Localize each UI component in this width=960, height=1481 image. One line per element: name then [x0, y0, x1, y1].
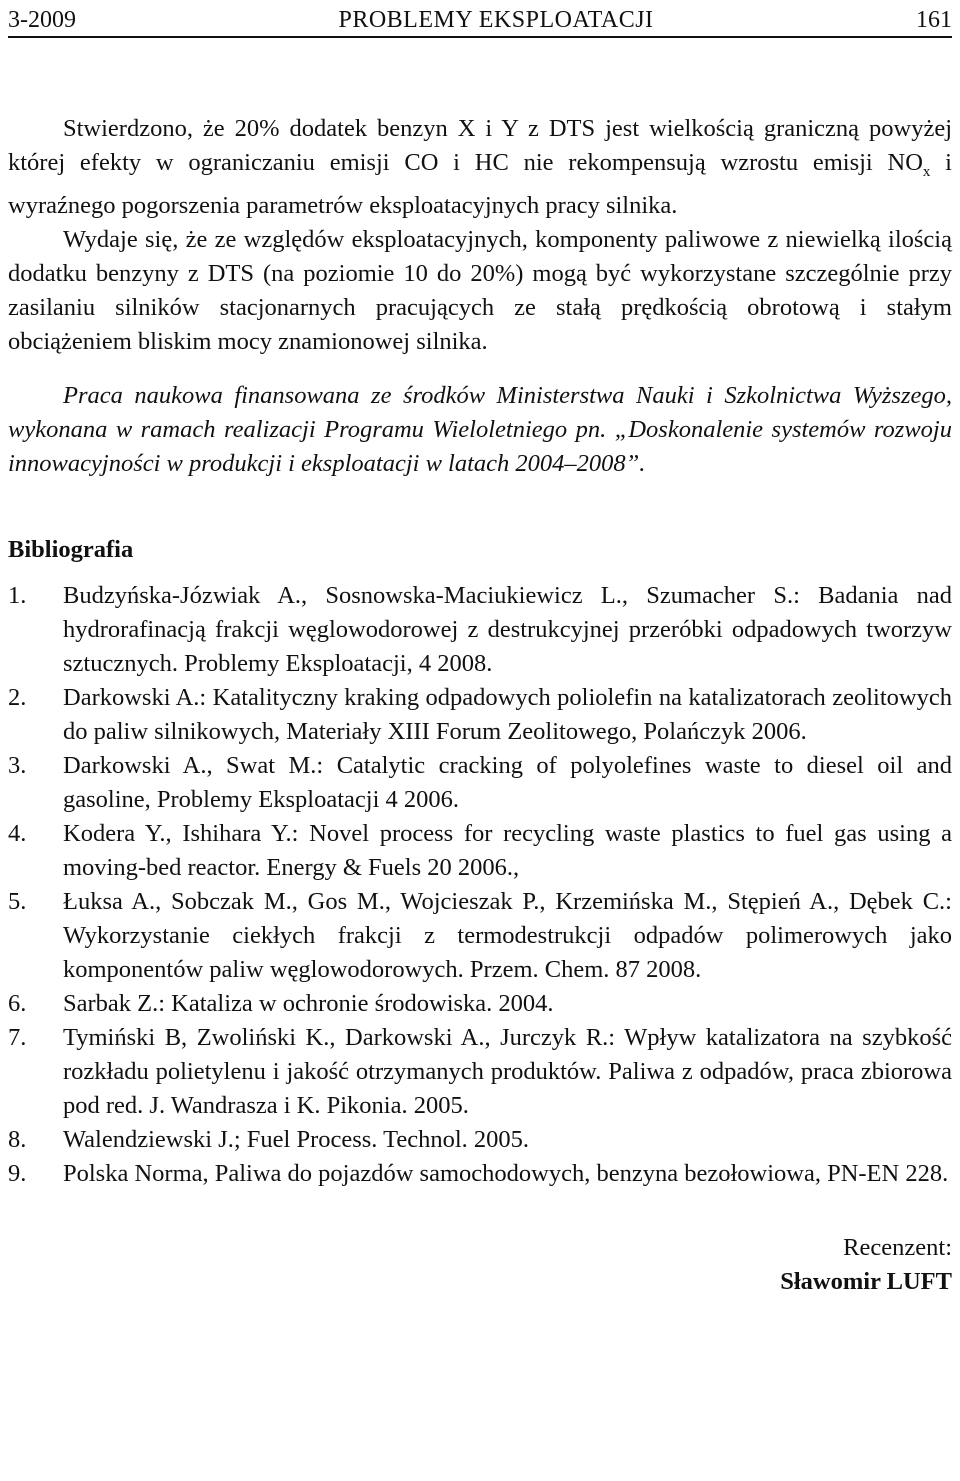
reference-number: 1. [8, 581, 27, 609]
bibliography-item [8, 885, 952, 987]
bibliography-item [8, 1021, 952, 1123]
reviewer-label: Recenzent: [843, 1233, 952, 1261]
reviewer-block [8, 1231, 952, 1299]
reference-text: Walendziewski J.; Fuel Process. Technol. 2005. [63, 1125, 530, 1153]
issue-number: 3-2009 [8, 7, 76, 33]
reviewer-name: Sławomir LUFT [780, 1267, 952, 1295]
reference-text: Darkowski A., Swat M.: Catalytic cracking of polyolefines waste to diesel oil and gasoline, Problemy Eksploatacji 4 2006. [63, 751, 952, 813]
reference-number: 8. [8, 1125, 27, 1153]
bibliography-item [8, 987, 952, 1021]
bibliography-list [8, 579, 952, 1191]
paragraph-conclusion-1: Stwierdzono, że 20% dodatek benzyn X i Y z DTS jest wielkością graniczną powyżej której efekty w ograniczaniu emisji CO i HC nie rekompensują wzrostu emisji $NO_x$ i wyraźnego pogorszenia parametrów eksploatacyjnych pracy silnika. [8, 115, 952, 219]
bibliography-item [8, 1123, 952, 1157]
reference-number: 3. [8, 751, 27, 779]
subscript-x: x [922, 163, 931, 180]
reference-text: Łuksa A., Sobczak M., Gos M., Wojcieszak P., Krzemińska M., Stępień A., Dębek C.: Wykorzystanie ciekłych frakcji z termodestrukcji odpadów polimerowych jako komponentów paliw węglowodorowych. Przem. Chem. 87 2008. [63, 887, 952, 983]
page-number: 161 [916, 7, 952, 33]
paragraph-conclusion-2: Wydaje się, że ze względów eksploatacyjnych, komponenty paliwowe z niewielką ilością dodatku benzyny z DTS (na poziomie 10 do 20%) mogą być wykorzystane szczególnie przy zasilaniu silników stacjonarnych pracujących ze stałą prędkością obrotową i stałym obciążeniem bliskim mocy znamionowej silnika. [8, 225, 952, 355]
running-header [8, 0, 952, 38]
reference-number: 5. [8, 887, 27, 915]
journal-title: PROBLEMY EKSPLOATACJI [338, 7, 654, 33]
reference-number: 9. [8, 1159, 27, 1187]
reference-number: 2. [8, 683, 27, 711]
bibliography-item [8, 1157, 952, 1191]
reference-text: Sarbak Z.: Kataliza w ochronie środowiska. 2004. [63, 989, 554, 1017]
reference-text: Tymiński B, Zwoliński K., Darkowski A., Jurczyk R.: Wpływ katalizatora na szybkość rozkładu polietylenu i jakość otrzymanych produktów. Paliwa z odpadów, praca zbiorowa pod red. J. Wandrasza i K. Pikonia. 2005. [63, 1023, 952, 1119]
bibliography-item [8, 681, 952, 749]
bibliography-heading: Bibliografia [8, 535, 134, 563]
reference-number: 4. [8, 819, 27, 847]
reference-text: Kodera Y., Ishihara Y.: Novel process for recycling waste plastics to fuel gas using a moving-bed reactor. Energy & Fuels 20 2006., [63, 819, 952, 881]
bibliography-item [8, 749, 952, 817]
funding-acknowledgement: Praca naukowa finansowana ze środków Ministerstwa Nauki i Szkolnictwa Wyższego, wykonana w ramach realizacji Programu Wieloletniego pn. „Doskonalenie systemów rozwoju innowacyjności w produkcji i eksploatacji w latach 2004–2008”. [8, 381, 952, 477]
bibliography-item [8, 817, 952, 885]
reference-number: 7. [8, 1023, 27, 1051]
body-text [8, 112, 952, 1299]
reference-number: 6. [8, 989, 27, 1017]
bibliography-item [8, 579, 952, 681]
reference-text: Polska Norma, Paliwa do pojazdów samochodowych, benzyna bezołowiowa, PN-EN 228. [63, 1159, 949, 1187]
reference-text: Darkowski A.: Katalityczny kraking odpadowych poliolefin na katalizatorach zeolitowych do paliw silnikowych, Materiały XIII Forum Zeolitowego, Polańczyk 2006. [63, 683, 952, 745]
reference-text: Budzyńska-Józwiak A., Sosnowska-Maciukiewicz L., Szumacher S.: Badania nad hydrorafinacją frakcji węglowodorowej z destrukcyjnej przeróbki odpadowych tworzyw sztucznych. Problemy Eksploatacji, 4 2008. [63, 581, 952, 677]
